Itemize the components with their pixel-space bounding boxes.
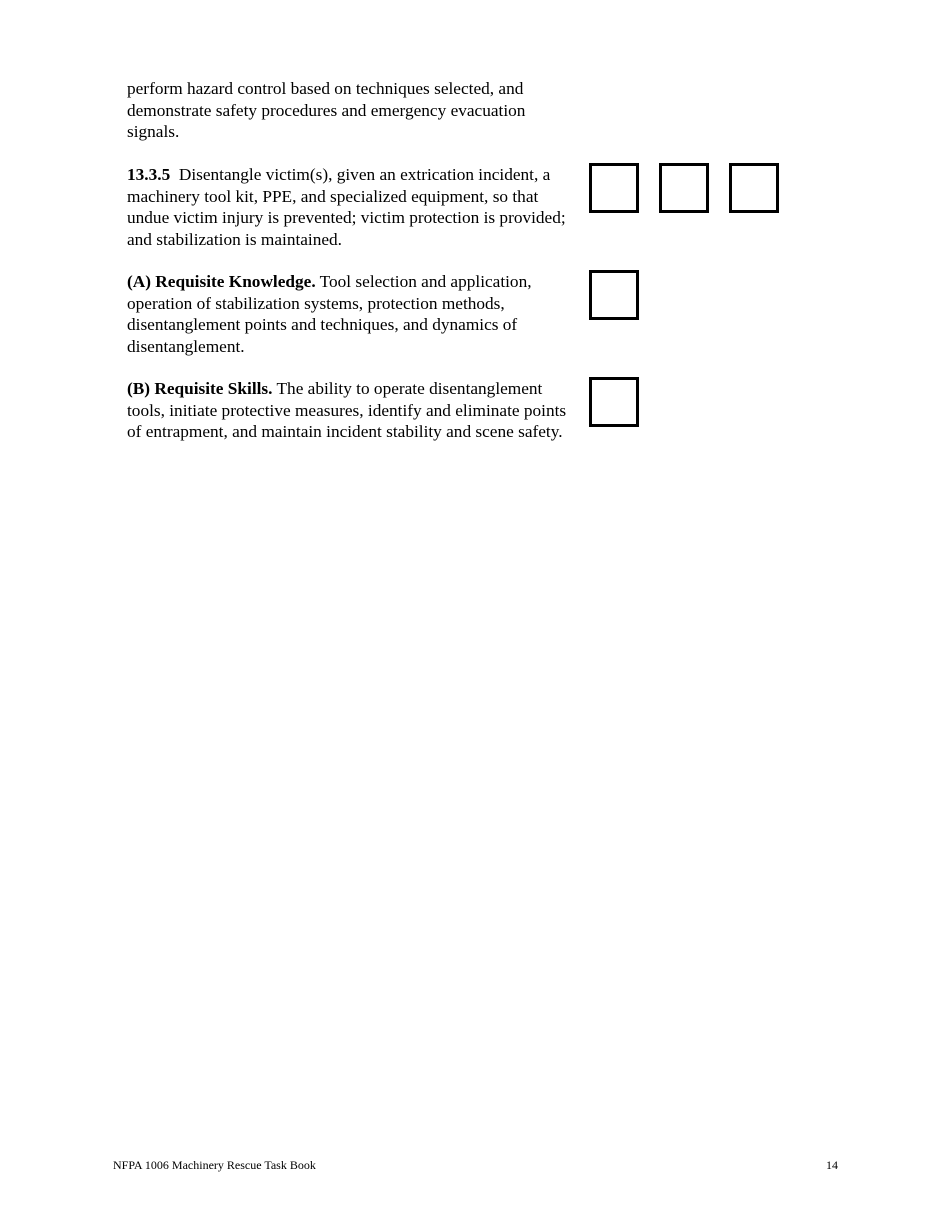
requisite-skills-text: The ability to operate disentanglement tools, initiate protective measures, identify and eliminate points of entrapment, and maintain incident stability and scene safety. — [127, 379, 567, 441]
skills-checkbox[interactable] — [589, 377, 639, 427]
requisite-knowledge-paragraph — [127, 271, 579, 357]
footer-title: NFPA 1006 Machinery Rescue Task Book — [113, 1158, 316, 1172]
requisite-skills-paragraph — [127, 378, 579, 443]
requisite-skills-label: (B) Requisite Skills. — [127, 379, 273, 398]
signoff-checkbox-3[interactable] — [729, 163, 779, 213]
knowledge-checkbox[interactable] — [589, 270, 639, 320]
signoff-checkbox-1[interactable] — [589, 163, 639, 213]
intro-text: perform hazard control based on techniques selected, and demonstrate safety procedures and emergency evacuation signals. — [127, 79, 526, 141]
intro-paragraph — [127, 78, 579, 143]
section-text: Disentangle victim(s), given an extrication incident, a machinery tool kit, PPE, and specialized equipment, so that undue victim injury is prevented; victim protection is provided; and stabilization is maintained. — [127, 165, 566, 249]
requisite-knowledge-label: (A) Requisite Knowledge. — [127, 272, 316, 291]
page-number: 14 — [826, 1158, 838, 1172]
section-13-3-5-paragraph — [127, 164, 579, 250]
requisite-knowledge-text: Tool selection and application, operation of stabilization systems, protection methods, disentanglement points and techniques, and dynamics of disentanglement. — [127, 272, 532, 356]
signoff-checkbox-2[interactable] — [659, 163, 709, 213]
section-number: 13.3.5 — [127, 165, 171, 184]
